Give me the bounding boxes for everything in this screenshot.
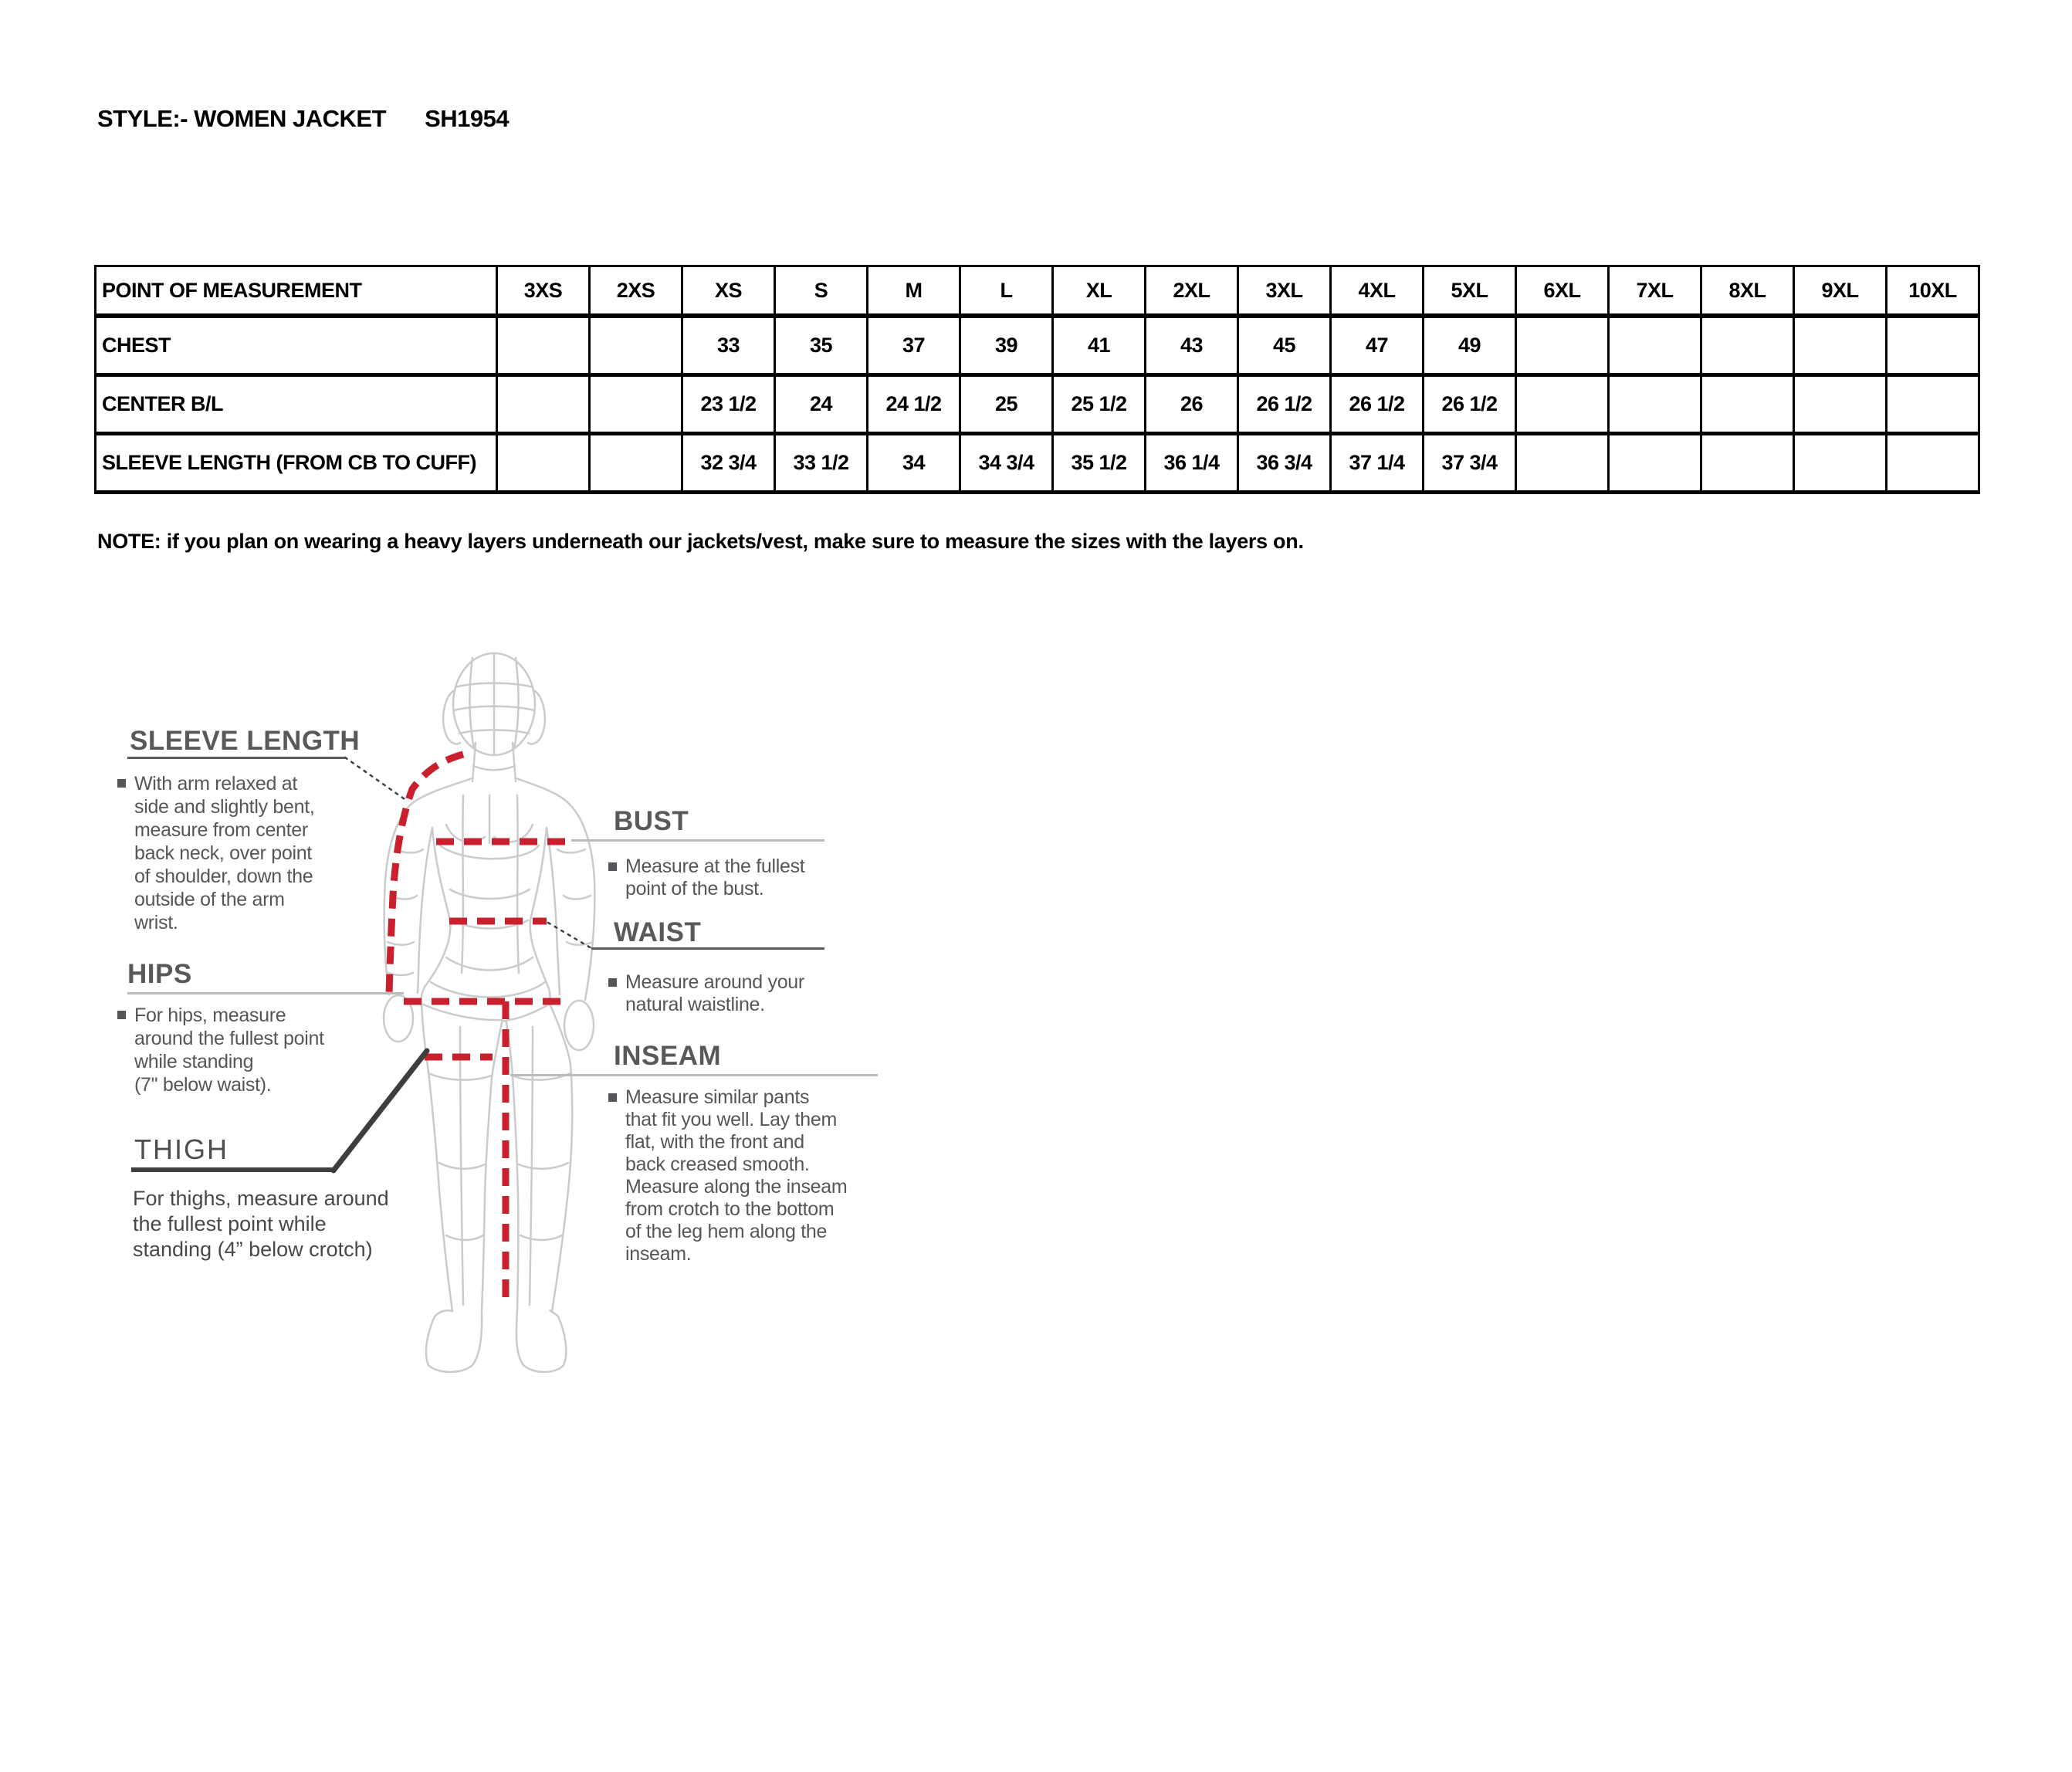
thigh-description <box>133 1186 389 1262</box>
header-size: S <box>775 266 868 317</box>
header-size: 2XL <box>1146 266 1238 317</box>
cell <box>1609 375 1701 434</box>
bullet-square-icon <box>608 862 617 871</box>
header-size: 9XL <box>1794 266 1887 317</box>
description-line: (7" below waist). <box>134 1074 272 1096</box>
cell: 37 1/4 <box>1331 434 1424 493</box>
sleeve-length-rule <box>127 757 345 759</box>
cell: 32 3/4 <box>682 434 775 493</box>
cell: 39 <box>960 316 1053 375</box>
cell: 25 <box>960 375 1053 434</box>
cell: 43 <box>1146 316 1238 375</box>
style-label: STYLE:- WOMEN JACKET <box>97 105 387 132</box>
measurement-diagram <box>116 618 1027 1405</box>
header-size: M <box>868 266 960 317</box>
cell: 25 1/2 <box>1053 375 1146 434</box>
inseam-heading: INSEAM <box>614 1041 722 1071</box>
description-line: Measure similar pants <box>625 1086 810 1108</box>
style-code: SH1954 <box>425 105 510 132</box>
cell: 36 3/4 <box>1238 434 1331 493</box>
header-size: 4XL <box>1331 266 1424 317</box>
description-line: Measure around your <box>625 971 804 993</box>
waist-heading: WAIST <box>614 917 702 947</box>
header-size: XL <box>1053 266 1146 317</box>
cell: 35 1/2 <box>1053 434 1146 493</box>
bullet-square-icon <box>608 978 617 987</box>
hips-description <box>134 1004 324 1096</box>
description-line: flat, with the front and <box>625 1131 804 1153</box>
row-label: CHEST <box>96 316 497 375</box>
row-label: SLEEVE LENGTH (FROM CB TO CUFF) <box>96 434 497 493</box>
cell: 49 <box>1424 316 1516 375</box>
cell: 37 <box>868 316 960 375</box>
cell: 33 <box>682 316 775 375</box>
description-line: of shoulder, down the <box>134 866 313 887</box>
cell: 26 1/2 <box>1331 375 1424 434</box>
cell <box>1609 434 1701 493</box>
description-line: that fit you well. Lay them <box>625 1109 837 1130</box>
header-size: 5XL <box>1424 266 1516 317</box>
cell <box>1887 375 1979 434</box>
sleeve-measure-line <box>389 754 463 994</box>
cell <box>1701 434 1794 493</box>
description-line: around the fullest point <box>134 1028 324 1049</box>
cell <box>1516 375 1609 434</box>
thigh-heading: THIGH <box>134 1133 229 1165</box>
cell <box>1701 316 1794 375</box>
cell <box>497 434 590 493</box>
sleeve-length-heading: SLEEVE LENGTH <box>130 726 361 756</box>
cell: 26 <box>1146 375 1238 434</box>
table-header-row <box>96 266 1979 317</box>
description-line: back creased smooth. <box>625 1154 810 1175</box>
cell: 33 1/2 <box>775 434 868 493</box>
inseam-description <box>625 1086 847 1265</box>
header-size: 8XL <box>1701 266 1794 317</box>
description-line: while standing <box>134 1051 254 1072</box>
sleeve-leader-line <box>345 757 407 801</box>
description-line: of the leg hem along the <box>625 1221 828 1242</box>
description-line: the fullest point while <box>133 1212 327 1235</box>
description-line: For thighs, measure around <box>133 1187 389 1210</box>
cell <box>1794 434 1887 493</box>
cell: 36 1/4 <box>1146 434 1238 493</box>
cell <box>1609 316 1701 375</box>
bullet-square-icon <box>608 1093 617 1102</box>
cell: 26 1/2 <box>1238 375 1331 434</box>
header-size: XS <box>682 266 775 317</box>
header-size: 3XS <box>497 266 590 317</box>
sleeve-length-description <box>134 772 315 934</box>
description-line: outside of the arm <box>134 889 285 910</box>
description-line: Measure along the inseam <box>625 1176 848 1198</box>
description-line: With arm relaxed at <box>134 773 298 795</box>
description-line: natural waistline. <box>625 994 765 1015</box>
cell <box>1516 316 1609 375</box>
header-point-of-measurement: POINT OF MEASUREMENT <box>96 266 497 317</box>
bullet-square-icon <box>117 1011 126 1019</box>
description-line: point of the bust. <box>625 878 764 900</box>
cell: 23 1/2 <box>682 375 775 434</box>
bust-heading: BUST <box>614 806 689 836</box>
page-title <box>97 105 509 133</box>
wireframe-body <box>384 653 594 1372</box>
header-size: 6XL <box>1516 266 1609 317</box>
cell <box>1794 375 1887 434</box>
cell: 24 <box>775 375 868 434</box>
cell: 26 1/2 <box>1424 375 1516 434</box>
description-line: from crotch to the bottom <box>625 1198 835 1220</box>
cell <box>1701 375 1794 434</box>
cell <box>497 316 590 375</box>
header-size: 10XL <box>1887 266 1979 317</box>
cell <box>590 316 682 375</box>
header-size: 2XS <box>590 266 682 317</box>
description-line: Measure at the fullest <box>625 856 805 877</box>
cell: 45 <box>1238 316 1331 375</box>
cell <box>1887 434 1979 493</box>
description-line: inseam. <box>625 1243 692 1265</box>
header-size: 3XL <box>1238 266 1331 317</box>
inseam-rule <box>510 1074 878 1076</box>
cell <box>497 375 590 434</box>
cell: 24 1/2 <box>868 375 960 434</box>
description-line: side and slightly bent, <box>134 796 315 818</box>
cell <box>590 375 682 434</box>
cell <box>1794 316 1887 375</box>
header-size: L <box>960 266 1053 317</box>
description-line: back neck, over point <box>134 842 312 864</box>
table-row-sleeve-length <box>96 434 1979 493</box>
cell: 35 <box>775 316 868 375</box>
cell: 47 <box>1331 316 1424 375</box>
layering-note: NOTE: if you plan on wearing a heavy layers underneath our jackets/vest, make sure to measure the sizes with the layers on. <box>97 530 1304 553</box>
measurement-dash-lines <box>389 754 566 1303</box>
bullet-square-icon <box>117 779 126 788</box>
description-line: standing (4” below crotch) <box>133 1238 373 1261</box>
thigh-leader-line <box>333 1051 427 1171</box>
table-row-chest <box>96 316 1979 375</box>
description-line: For hips, measure <box>134 1005 286 1026</box>
hips-rule <box>127 992 404 994</box>
hips-heading: HIPS <box>127 959 192 989</box>
row-label: CENTER B/L <box>96 375 497 434</box>
cell: 34 <box>868 434 960 493</box>
bust-description <box>625 856 804 900</box>
thigh-rule <box>131 1167 333 1172</box>
cell: 37 3/4 <box>1424 434 1516 493</box>
header-size: 7XL <box>1609 266 1701 317</box>
cell <box>1516 434 1609 493</box>
cell <box>1887 316 1979 375</box>
bust-rule <box>571 839 824 842</box>
cell <box>590 434 682 493</box>
description-line: measure from center <box>134 819 308 841</box>
waist-description <box>625 971 804 1016</box>
cell: 41 <box>1053 316 1146 375</box>
size-chart-table <box>94 265 1980 494</box>
cell: 34 3/4 <box>960 434 1053 493</box>
table-row-center-bl <box>96 375 1979 434</box>
description-line: wrist. <box>134 912 178 933</box>
